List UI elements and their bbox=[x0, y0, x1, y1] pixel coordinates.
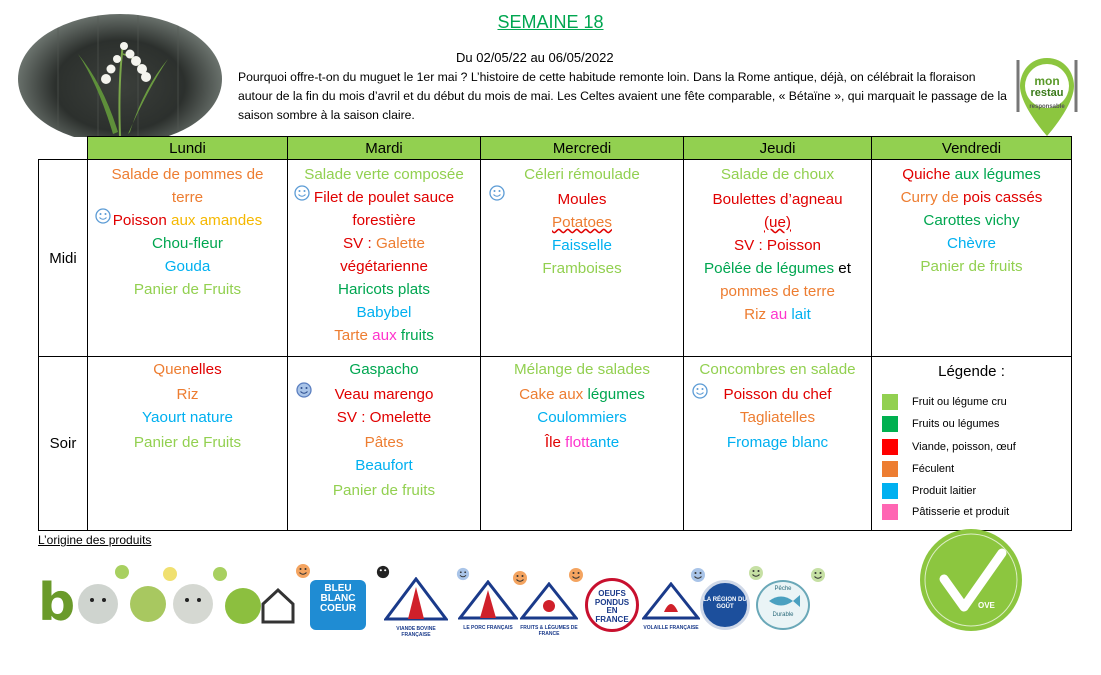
menu-item: Salade verte composée bbox=[304, 166, 464, 183]
smiley-icon bbox=[810, 567, 826, 583]
menu-item: aux bbox=[372, 327, 397, 344]
smiley-icon bbox=[294, 185, 310, 201]
logo-text: Durable bbox=[772, 612, 794, 618]
menu-item: Poêlée de légumes bbox=[704, 260, 835, 277]
muguet-illustration bbox=[18, 14, 222, 144]
smiley-icon bbox=[568, 567, 584, 583]
week-title: SEMAINE 18 bbox=[497, 12, 604, 32]
menu-item: Curry de bbox=[900, 189, 964, 206]
menu-item: Chèvre bbox=[947, 235, 996, 252]
logo-text: BLANC bbox=[320, 593, 356, 604]
menu-item: Quen bbox=[153, 361, 191, 378]
menu-item: Moules bbox=[557, 191, 607, 208]
menu-item: forestière bbox=[352, 212, 416, 229]
smiley-icon bbox=[692, 383, 708, 399]
menu-item: aux amandes bbox=[166, 212, 263, 229]
menu-item: Babybel bbox=[356, 304, 412, 321]
menu-item: Tarte bbox=[334, 327, 373, 344]
menu-item: Galette bbox=[375, 235, 425, 252]
menu-item: Concombres en salade bbox=[699, 361, 856, 378]
checkmark-icon bbox=[920, 529, 1022, 631]
menu-item: végétarienne bbox=[340, 258, 428, 275]
intro-paragraph: Pourquoi offre-t-on du muguet le 1er mai ? L’histoire de cette habitude remonte loin. Dans la Rome antique, déjà, on célébrait la floraison autour de la fin du mois d’avril et du début du mois de mai. Les Celtes avaient une fête comparable, « Bétaïne », qui marquait le passage de la saison sombre à la saison claire. bbox=[238, 70, 1007, 122]
logo-text: OEUFS bbox=[598, 589, 626, 598]
menu-item: terre bbox=[171, 189, 204, 206]
menu-item: pois cassés bbox=[963, 189, 1043, 206]
legend-label: Féculent bbox=[912, 462, 955, 475]
menu-item: ante bbox=[589, 434, 620, 451]
menu-item: Salade de choux bbox=[720, 166, 835, 183]
legend-item bbox=[882, 438, 1016, 456]
soir-mardi-cell bbox=[288, 357, 481, 531]
peche-durable-logo bbox=[756, 580, 810, 630]
origin-label: L’origine des produits bbox=[38, 533, 152, 547]
menu-item: lait bbox=[787, 306, 811, 323]
smiley-icon bbox=[295, 563, 311, 579]
menu-item: SV : Omelette bbox=[336, 409, 432, 426]
day-header-jeudi: Jeudi bbox=[684, 137, 872, 160]
logo-text: PONDUS bbox=[594, 597, 630, 607]
day-header-mardi: Mardi bbox=[288, 137, 481, 160]
menu-item: Beaufort bbox=[355, 457, 413, 474]
soir-lundi-cell bbox=[88, 357, 288, 531]
days-header-row bbox=[39, 137, 1072, 160]
menu-item: Coulommiers bbox=[537, 409, 627, 426]
bio-mascots-logo bbox=[38, 560, 300, 632]
logo-text: VOLAILLE FRANÇAISE bbox=[643, 625, 699, 631]
day-header-lundi: Lundi bbox=[88, 137, 288, 160]
midi-mardi-cell bbox=[288, 160, 481, 357]
menu-item: Riz bbox=[744, 306, 767, 323]
smiley-icon bbox=[296, 382, 312, 398]
logo-text: EN bbox=[606, 606, 618, 615]
menu-item: Cake aux bbox=[519, 386, 588, 403]
menu-item: flott bbox=[565, 434, 590, 451]
logo-text: OVE bbox=[978, 601, 995, 610]
soir-jeudi-cell bbox=[684, 357, 872, 531]
menu-item: Panier de Fruits bbox=[133, 281, 242, 298]
legend-swatch bbox=[882, 461, 898, 477]
logo-mon: mon bbox=[1034, 74, 1060, 88]
fruits-legumes-france-logo bbox=[520, 582, 578, 637]
region-du-gout-logo bbox=[700, 580, 750, 630]
legend-swatch bbox=[882, 483, 898, 499]
menu-item: Mélange de salades bbox=[514, 361, 650, 378]
svg-text:b: b bbox=[38, 573, 76, 632]
menu-item: Veau marengo bbox=[334, 386, 434, 403]
soir-row bbox=[39, 357, 1072, 531]
bleu-blanc-coeur-logo bbox=[310, 580, 366, 630]
legend-label: Fruits ou légumes bbox=[912, 417, 1000, 430]
legend-swatch bbox=[882, 416, 898, 432]
legend-item bbox=[882, 415, 999, 433]
menu-item: Carottes vichy bbox=[923, 212, 1020, 229]
menu-item: Haricots plats bbox=[337, 281, 430, 298]
menu-item: Panier de Fruits bbox=[133, 434, 242, 451]
menu-item: Boulettes d’agneau bbox=[712, 191, 843, 208]
menu-item: Chou-fleur bbox=[152, 235, 223, 252]
menu-item: Riz bbox=[176, 386, 199, 403]
mon-restau-responsable-logo bbox=[1012, 52, 1082, 142]
fish-icon bbox=[765, 592, 801, 610]
logo-text: Pêche bbox=[774, 586, 792, 592]
menu-item: pommes de terre bbox=[720, 283, 835, 300]
legend-item bbox=[882, 503, 1009, 521]
smiley-icon bbox=[489, 185, 505, 201]
corner-cell bbox=[39, 137, 88, 160]
menu-item: (ue) bbox=[763, 214, 791, 231]
menu-item: SV : bbox=[343, 235, 376, 252]
menu-item: Yaourt nature bbox=[142, 409, 233, 426]
legend-item bbox=[882, 460, 954, 478]
legend-label: Produit laitier bbox=[912, 484, 977, 497]
logo-text: BLEU bbox=[324, 583, 352, 594]
midi-row bbox=[39, 160, 1072, 357]
midi-vendredi-cell bbox=[872, 160, 1072, 357]
soir-mercredi-cell bbox=[481, 357, 684, 531]
menu-item: Faisselle bbox=[552, 237, 612, 254]
legend-cell bbox=[872, 357, 1072, 531]
menu-item: Poisson bbox=[112, 212, 167, 229]
logo-text: LA RÉGION DU GOÛT bbox=[703, 597, 747, 610]
menu-item: Salade de pommes de bbox=[111, 166, 264, 183]
menu-item: Framboises bbox=[542, 260, 622, 277]
menu-table bbox=[38, 136, 1072, 531]
volaille-francaise-logo bbox=[642, 582, 700, 632]
menu-item: Potatoes bbox=[552, 214, 612, 231]
logo-text: FRUITS & LÉGUMES DE FRANCE bbox=[520, 625, 578, 637]
day-header-vendredi: Vendredi bbox=[872, 137, 1072, 160]
menu-item: aux légumes bbox=[954, 166, 1041, 183]
week-dates: Du 02/05/22 au 06/05/2022 bbox=[456, 50, 614, 65]
legend-swatch bbox=[882, 394, 898, 410]
ove-validation-badge bbox=[920, 529, 1022, 631]
smiley-icon bbox=[95, 208, 111, 224]
logo-responsable: responsable bbox=[1029, 104, 1065, 110]
legend-swatch bbox=[882, 504, 898, 520]
menu-item: SV : Poisson bbox=[734, 237, 821, 254]
legend-item bbox=[882, 393, 1007, 411]
row-label-soir: Soir bbox=[39, 357, 88, 531]
smiley-icon bbox=[456, 567, 470, 581]
menu-item: au bbox=[766, 306, 788, 323]
menu-item: Quiche bbox=[902, 166, 955, 183]
porc-francais-logo bbox=[458, 580, 518, 632]
legend-title: Légende : bbox=[938, 363, 1005, 380]
menu-item: elles bbox=[190, 361, 222, 378]
smiley-icon bbox=[690, 567, 706, 583]
menu-item: Filet de poulet sauce bbox=[313, 189, 455, 206]
legend-swatch bbox=[882, 439, 898, 455]
logo-text: COEUR bbox=[319, 603, 357, 614]
smiley-icon bbox=[748, 565, 764, 581]
day-header-mercredi: Mercredi bbox=[481, 137, 684, 160]
menu-item: Fromage blanc bbox=[726, 434, 829, 451]
logo-text: FRANCE bbox=[595, 614, 629, 624]
menu-item: Panier de fruits bbox=[920, 258, 1023, 275]
menu-item: légumes bbox=[587, 386, 645, 403]
menu-item: Céleri rémoulade bbox=[524, 166, 640, 183]
muguet-image bbox=[18, 14, 222, 144]
menu-item: fruits bbox=[396, 327, 434, 344]
midi-lundi-cell bbox=[88, 160, 288, 357]
logo-text: VIANDE BOVINE FRANÇAISE bbox=[396, 626, 436, 638]
logo-restau: restau bbox=[1030, 87, 1064, 99]
legend-label: Viande, poisson, œuf bbox=[912, 440, 1016, 453]
midi-mercredi-cell bbox=[481, 160, 684, 357]
menu-item: Île bbox=[544, 434, 566, 451]
oeufs-pondus-france-logo bbox=[585, 578, 639, 632]
legend-label: Fruit ou légume cru bbox=[912, 395, 1007, 408]
menu-item: Tagliatelles bbox=[739, 409, 816, 426]
legend-item bbox=[882, 482, 976, 500]
row-label-midi: Midi bbox=[39, 160, 88, 357]
menu-item: Poisson du chef bbox=[723, 386, 832, 403]
menu-item: Gaspacho bbox=[349, 361, 419, 378]
menu-item: et bbox=[834, 260, 851, 277]
viande-bovine-francaise-logo bbox=[384, 577, 448, 638]
midi-jeudi-cell bbox=[684, 160, 872, 357]
menu-item: Panier de fruits bbox=[332, 482, 436, 499]
legend-label: Pâtisserie et produit bbox=[912, 505, 1010, 518]
menu-item: Gouda bbox=[164, 258, 211, 275]
logo-text: LE PORC FRANÇAIS bbox=[463, 625, 513, 631]
menu-item: Pâtes bbox=[364, 434, 404, 451]
